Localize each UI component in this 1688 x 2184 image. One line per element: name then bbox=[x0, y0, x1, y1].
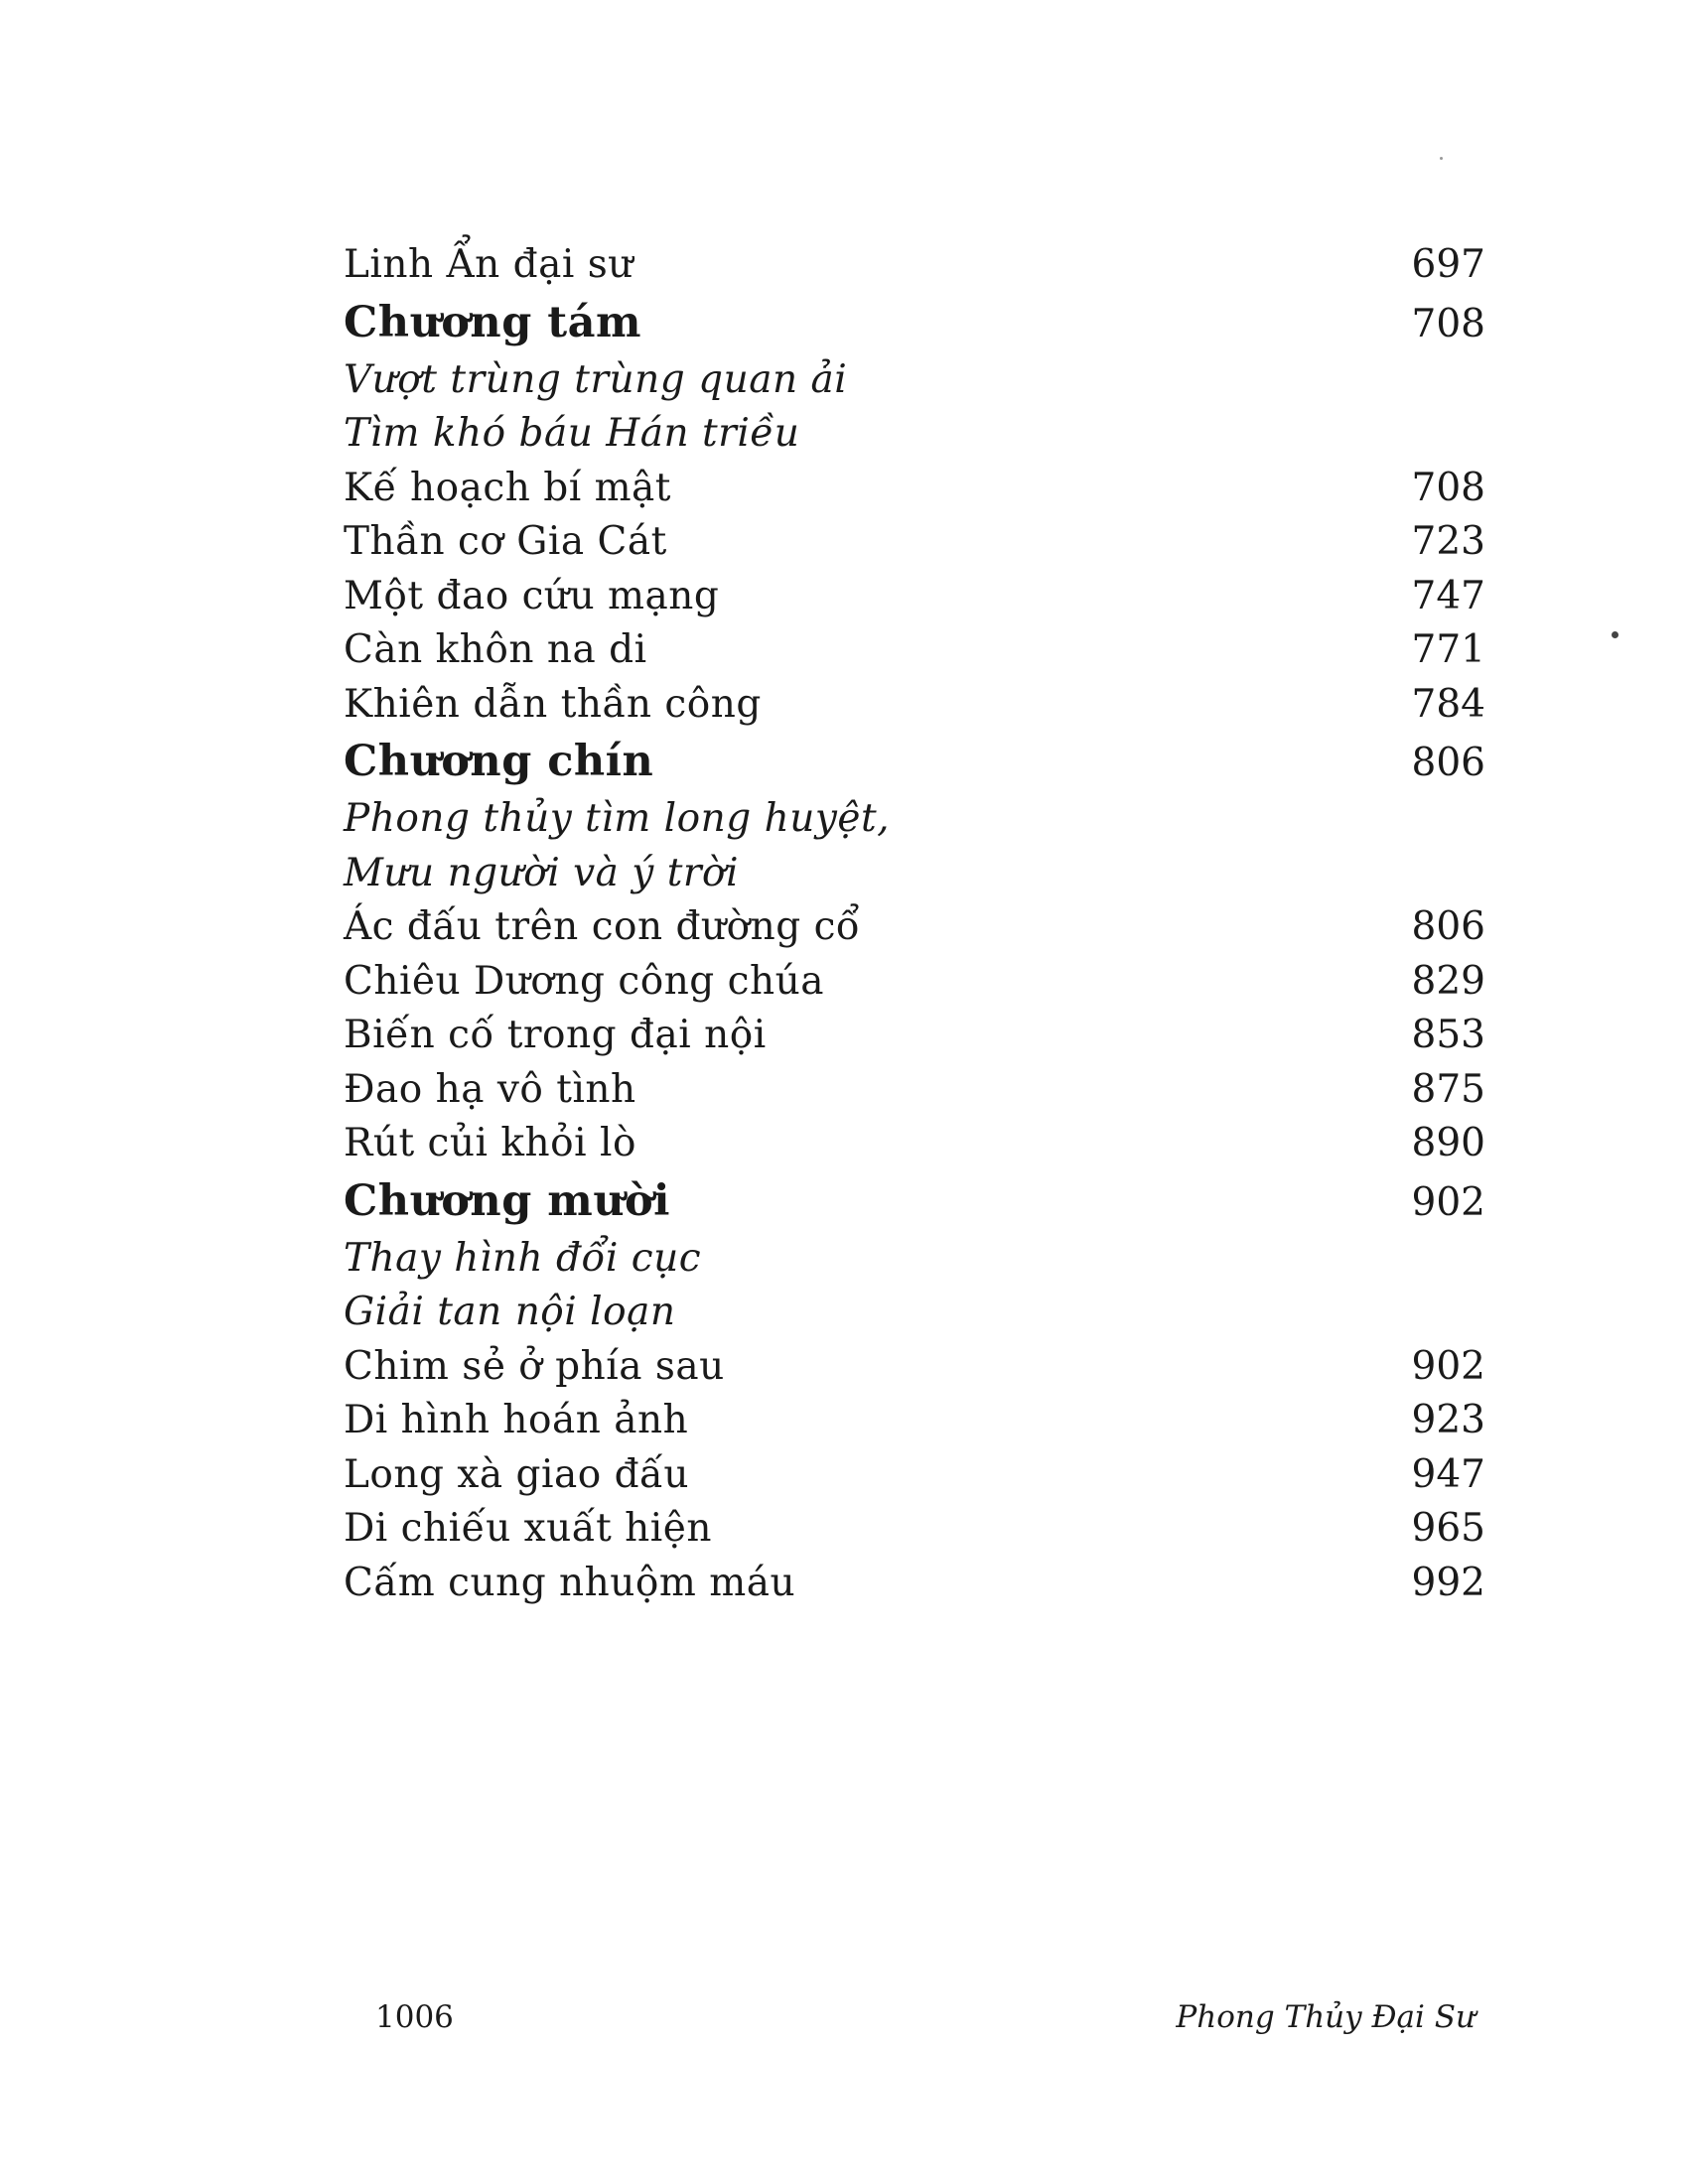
toc-page-number: 747 bbox=[1411, 573, 1485, 618]
toc-chapter-row bbox=[344, 732, 1485, 792]
toc-entry-title: Rút củi khỏi lò bbox=[344, 1121, 636, 1165]
toc-chapter-title: Chương chín bbox=[344, 737, 654, 786]
toc-entry-title: Long xà giao đấu bbox=[344, 1451, 690, 1497]
toc-row bbox=[344, 515, 1485, 570]
toc-entry-title: Kế hoạch bí mật bbox=[344, 465, 671, 510]
toc-subtitle-text: Vượt trùng trùng quan ải bbox=[344, 356, 848, 402]
toc-chapter-subtitle bbox=[344, 792, 1485, 847]
toc-row bbox=[344, 570, 1485, 624]
toc-page-number: 697 bbox=[1411, 242, 1485, 287]
toc-row bbox=[344, 900, 1485, 955]
toc-chapter-title: Chương tám bbox=[344, 297, 641, 347]
toc-page-number: 723 bbox=[1411, 519, 1485, 564]
toc-page-number: 806 bbox=[1411, 741, 1485, 785]
toc-page-number: 829 bbox=[1411, 958, 1485, 1004]
page-footer bbox=[375, 1999, 1476, 2035]
toc-entry-title: Chim sẻ ở phía sau bbox=[344, 1343, 725, 1389]
toc-page-number: 902 bbox=[1411, 1179, 1485, 1225]
toc-chapter-subtitle bbox=[344, 407, 1485, 462]
toc-entry-title: Linh Ẩn đại sư bbox=[344, 242, 633, 287]
toc-page-number: 806 bbox=[1411, 904, 1485, 949]
toc-row bbox=[344, 1340, 1485, 1395]
toc-entry-title: Di hình hoán ảnh bbox=[344, 1398, 689, 1442]
toc-chapter-title: Chương mười bbox=[344, 1175, 671, 1226]
toc-page-number: 890 bbox=[1411, 1121, 1485, 1165]
toc-chapter-subtitle bbox=[344, 847, 1485, 901]
toc-subtitle-text: Phong thủy tìm long huyệt, bbox=[344, 796, 891, 841]
toc-entry-title: Khiên dẫn thần công bbox=[344, 681, 762, 727]
toc-entry-title: Đao hạ vô tình bbox=[344, 1066, 636, 1112]
toc-row bbox=[344, 623, 1485, 678]
toc-entry-title: Một đao cứu mạng bbox=[344, 573, 720, 618]
toc-row bbox=[344, 1009, 1485, 1063]
toc-subtitle-text: Mưu người và ý trời bbox=[344, 850, 739, 895]
toc-chapter-row bbox=[344, 293, 1485, 353]
toc-entry-title: Càn khôn na di bbox=[344, 627, 647, 672]
toc-page-number: 902 bbox=[1411, 1343, 1485, 1389]
toc-page-number: 947 bbox=[1411, 1451, 1485, 1497]
footer-page-number: 1006 bbox=[375, 1999, 454, 2035]
toc-chapter-subtitle bbox=[344, 353, 1485, 408]
toc-page-number: 708 bbox=[1411, 301, 1485, 346]
toc-row bbox=[344, 1063, 1485, 1118]
toc-entry-title: Thần cơ Gia Cát bbox=[344, 519, 667, 564]
toc-entry-title: Chiêu Dương công chúa bbox=[344, 958, 825, 1004]
toc-page-number: 965 bbox=[1411, 1506, 1485, 1551]
toc-row bbox=[344, 1117, 1485, 1171]
scan-speck bbox=[1612, 631, 1618, 638]
toc-entry-title: Biến cố trong đại nội bbox=[344, 1013, 767, 1057]
toc-page-number: 771 bbox=[1411, 627, 1485, 672]
toc-row bbox=[344, 1448, 1485, 1503]
toc-row bbox=[344, 1502, 1485, 1557]
toc-subtitle-text: Thay hình đổi cục bbox=[344, 1235, 702, 1281]
toc-page-number: 923 bbox=[1411, 1398, 1485, 1442]
toc-entry-title: Di chiếu xuất hiện bbox=[344, 1506, 712, 1551]
toc-entry-title: Cấm cung nhuộm máu bbox=[344, 1560, 796, 1605]
scan-speck bbox=[1440, 157, 1443, 160]
toc-subtitle-text: Giải tan nội loạn bbox=[344, 1290, 676, 1334]
toc-page-number: 784 bbox=[1411, 681, 1485, 727]
toc-page-number: 708 bbox=[1411, 465, 1485, 510]
table-of-contents bbox=[344, 238, 1485, 1610]
toc-page-number: 853 bbox=[1411, 1013, 1485, 1057]
toc-row bbox=[344, 678, 1485, 733]
toc-chapter-subtitle bbox=[344, 1232, 1485, 1287]
toc-row bbox=[344, 1394, 1485, 1448]
toc-row bbox=[344, 1557, 1485, 1611]
toc-row bbox=[344, 238, 1485, 293]
toc-row bbox=[344, 955, 1485, 1010]
toc-chapter-subtitle bbox=[344, 1286, 1485, 1340]
toc-page-number: 992 bbox=[1411, 1560, 1485, 1605]
toc-entry-title: Ác đấu trên con đường cổ bbox=[344, 904, 861, 949]
toc-subtitle-text: Tìm khó báu Hán triều bbox=[344, 411, 800, 456]
toc-chapter-row bbox=[344, 1171, 1485, 1232]
footer-book-title: Phong Thủy Đại Sư bbox=[1176, 1999, 1476, 2035]
toc-row bbox=[344, 462, 1485, 516]
toc-page-number: 875 bbox=[1411, 1066, 1485, 1112]
